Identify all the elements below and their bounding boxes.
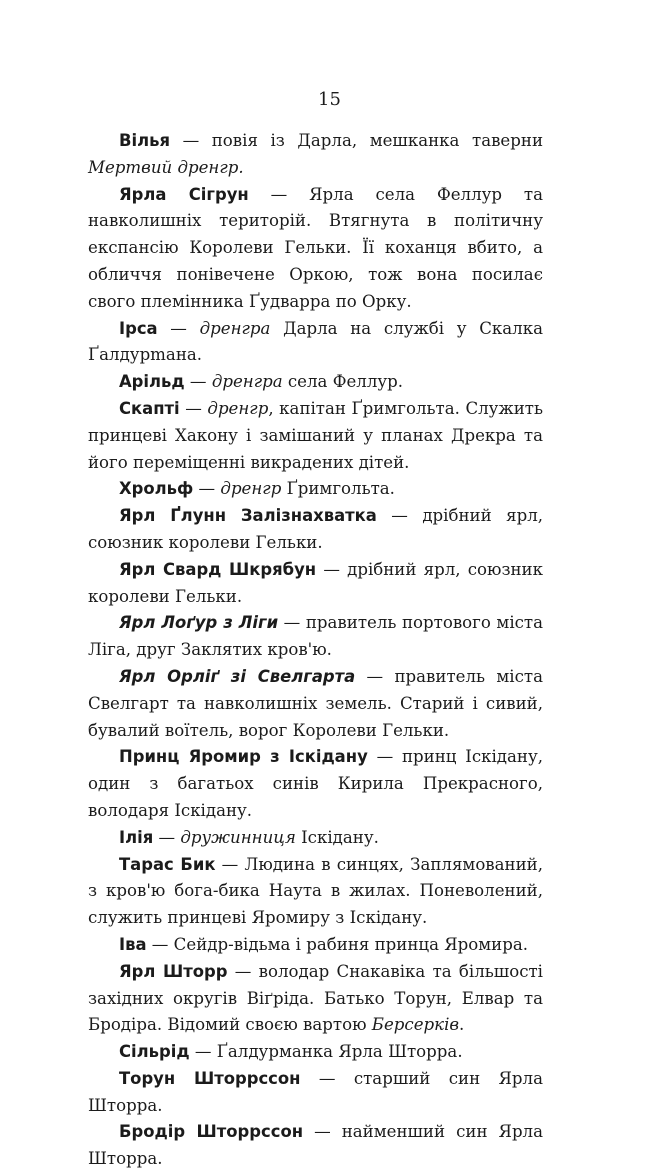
- description-text: .: [459, 1015, 465, 1035]
- italic-term: дренгр: [220, 479, 282, 499]
- character-name: Вілья: [119, 131, 171, 150]
- glossary-list: [88, 128, 543, 1173]
- character-name: Ярл Свард Шкрябун: [119, 559, 317, 579]
- character-name: Ярла Сігрун: [119, 184, 249, 204]
- description-text: —: [184, 372, 212, 392]
- description-text: — Сейдр-відьма і рабиня принца Яромира.: [146, 934, 529, 954]
- description-text: — принц Іскідану, один з багатьох синів Кирила Прекрасного, володаря Іскідану.: [88, 747, 543, 820]
- description-text: Дарла на службі у Скалка Ґалдурmана.: [88, 318, 543, 365]
- character-name: Ярл Лоґур з Ліги: [119, 613, 279, 633]
- glossary-entry: [88, 503, 543, 557]
- description-text: — дрібний ярл, союзник королеви Гельки.: [88, 506, 544, 552]
- glossary-entry: [88, 1039, 543, 1066]
- italic-term: дружинниця: [180, 827, 296, 847]
- italic-term: дренгра: [211, 372, 283, 392]
- character-name: Арільд: [119, 372, 185, 392]
- description-text: — Ґалдурманка Ярла Шторра.: [189, 1042, 463, 1062]
- glossary-entry: [88, 1066, 543, 1120]
- italic-term: Берсерків: [371, 1015, 460, 1035]
- character-name: Ярл Орліґ зі Свелгарта: [119, 666, 356, 686]
- character-name: Торун Шторрссон: [119, 1068, 301, 1088]
- character-name: Хрольф: [119, 479, 194, 499]
- glossary-entry: [88, 1119, 543, 1173]
- description-text: — правитель міста Свелгарт та навколишніх земель. Старий і сивий, бувалий воїтель, ворог Королеви Гельки.: [88, 666, 543, 740]
- glossary-entry: [88, 932, 543, 959]
- description-text: —: [179, 398, 208, 418]
- description-text: —: [193, 479, 221, 499]
- glossary-entry: [88, 369, 543, 396]
- description-text: — Ярла села Феллур та навколишніх територій. Втягнута в політичну експансію Королеви Гельки. Її коханця вбито, а обличчя понівечене Оркою, тож вона посилає свого племінника Ґудварра по Орку.: [88, 184, 544, 311]
- description-text: — Людина в синцях, Заплямований, з кров'ю бога-бика Наута в жилах. Поневолений, служить принцеві Яромиру з Іскідану.: [88, 854, 543, 928]
- glossary-entry: [88, 557, 543, 611]
- character-name: Ірса: [119, 318, 158, 338]
- description-text: села Феллур.: [282, 372, 404, 392]
- italic-term: Мертвий дренгр.: [88, 157, 244, 177]
- character-name: Іва: [119, 934, 147, 954]
- glossary-entry: [88, 316, 543, 370]
- character-name: Ярл Ґлунн Залізнахватка: [119, 506, 377, 526]
- character-name: Бродір Шторрссон: [119, 1122, 304, 1142]
- description-text: —: [157, 318, 200, 338]
- description-text: — дрібний ярл, союзник королеви Гельки.: [88, 559, 543, 606]
- character-name: Тарас Бик: [119, 854, 216, 874]
- character-name: Ярл Шторр: [119, 961, 228, 981]
- description-text: — правитель портового міста Ліга, друг Заклятих кров'ю.: [88, 613, 544, 660]
- glossary-entry: [88, 128, 543, 182]
- description-text: —: [153, 827, 181, 847]
- glossary-entry: [88, 852, 543, 932]
- description-text: — старший син Ярла Шторра.: [88, 1068, 543, 1115]
- glossary-entry: [88, 744, 543, 824]
- character-name: Сільрід: [119, 1042, 190, 1062]
- description-text: — повія із Дарла, мешканка таверни: [170, 131, 543, 150]
- character-name: Ілія: [119, 827, 154, 847]
- description-text: — володар Снакавіка та більшості західних округів Віґріда. Батько Торун, Елвар та Бродіра. Відомий своєю вартою: [88, 961, 543, 1035]
- glossary-entry: [88, 610, 543, 664]
- glossary-entry: [88, 664, 543, 744]
- description-text: Ґримгольта.: [281, 479, 395, 499]
- glossary-entry: [88, 396, 543, 476]
- glossary-entry: [88, 182, 543, 316]
- glossary-entry: [88, 476, 543, 503]
- description-text: — найменший син Ярла Шторра.: [88, 1122, 543, 1169]
- description-text: Іскідану.: [295, 827, 379, 847]
- description-text: , капітан Ґримгольта. Служить принцеві Хакону і замішаний у планах Дрекра та його переміщенні викрадених дітей.: [88, 398, 543, 472]
- glossary-entry: [88, 959, 543, 1039]
- page-number: 15: [318, 89, 341, 110]
- character-name: Принц Яромир з Іскідану: [119, 747, 368, 767]
- italic-term: дренгр: [207, 398, 269, 418]
- italic-term: дренгра: [199, 318, 271, 338]
- glossary-entry: [88, 825, 543, 852]
- character-name: Скапті: [119, 398, 180, 418]
